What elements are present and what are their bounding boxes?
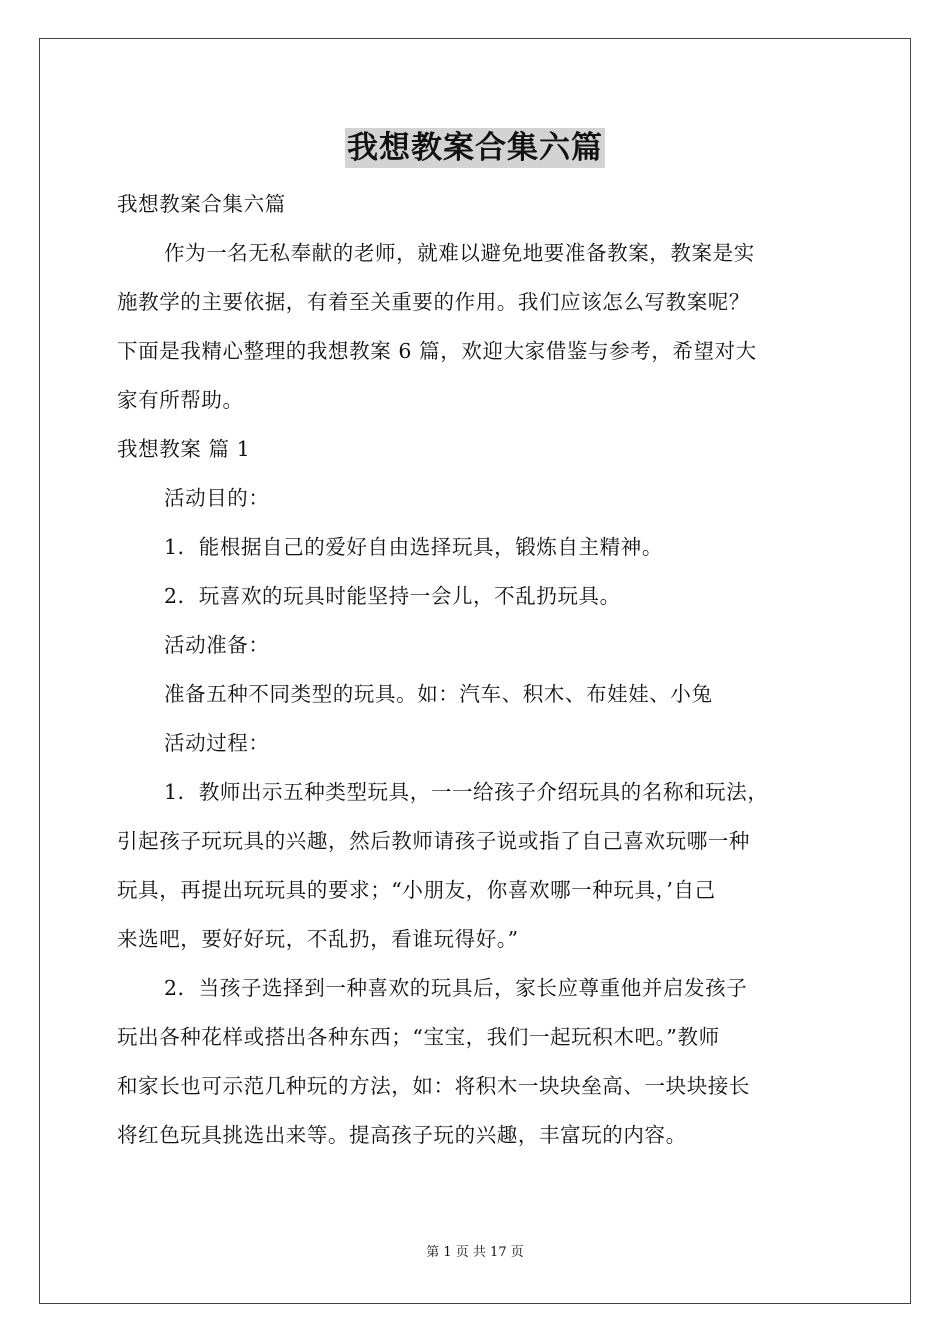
page-footer: 第 1 页 共 17 页 bbox=[426, 1245, 524, 1260]
text-line: 施教学的主要依据，有着至关重要的作用。我们应该怎么写教案呢？ bbox=[117, 290, 750, 314]
text-line: 活动目的： bbox=[164, 486, 270, 510]
document-title: 我想教案合集六篇 bbox=[347, 130, 603, 166]
text-line: 来选吧，要好好玩，不乱扔，看谁玩得好。” bbox=[117, 927, 519, 951]
text-line: 我想教案 篇 1 bbox=[117, 437, 251, 461]
title-container bbox=[0, 128, 950, 168]
text-line: 下面是我精心整理的我想教案 6 篇，欢迎大家借鉴与参考，希望对大 bbox=[117, 339, 757, 363]
text-line: 家有所帮助。 bbox=[117, 388, 244, 412]
text-line: 活动过程： bbox=[164, 731, 270, 755]
text-line: 玩具，再提出玩玩具的要求；“小朋友，你喜欢哪一种玩具，’自己 bbox=[117, 878, 716, 902]
text-line: 作为一名无私奉献的老师，就难以避免地要准备教案，教案是实 bbox=[164, 241, 755, 265]
text-line: 我想教案合集六篇 bbox=[117, 192, 286, 216]
text-line: 1．能根据自己的爱好自由选择玩具，锻炼自主精神。 bbox=[164, 535, 663, 559]
text-line: 准备五种不同类型的玩具。如：汽车、积木、布娃娃、小兔 bbox=[164, 682, 713, 706]
text-line: 1．教师出示五种类型玩具，一一给孩子介绍玩具的名称和玩法， bbox=[164, 780, 769, 804]
text-line: 活动准备： bbox=[164, 633, 270, 657]
document-body bbox=[117, 180, 841, 1160]
text-line: 2．当孩子选择到一种喜欢的玩具后，家长应尊重他并启发孩子 bbox=[164, 976, 748, 1000]
text-line: 和家长也可示范几种玩的方法，如：将积木一块块垒高、一块块接长 bbox=[117, 1074, 750, 1098]
text-line: 将红色玩具挑选出来等。提高孩子玩的兴趣，丰富玩的内容。 bbox=[117, 1123, 687, 1147]
text-line: 玩出各种花样或搭出各种东西；“宝宝，我们一起玩积木吧。”教师 bbox=[117, 1025, 720, 1049]
text-line: 引起孩子玩玩具的兴趣，然后教师请孩子说或指了自己喜欢玩哪一种 bbox=[117, 829, 750, 853]
text-line: 2．玩喜欢的玩具时能坚持一会儿，不乱扔玩具。 bbox=[164, 584, 621, 608]
